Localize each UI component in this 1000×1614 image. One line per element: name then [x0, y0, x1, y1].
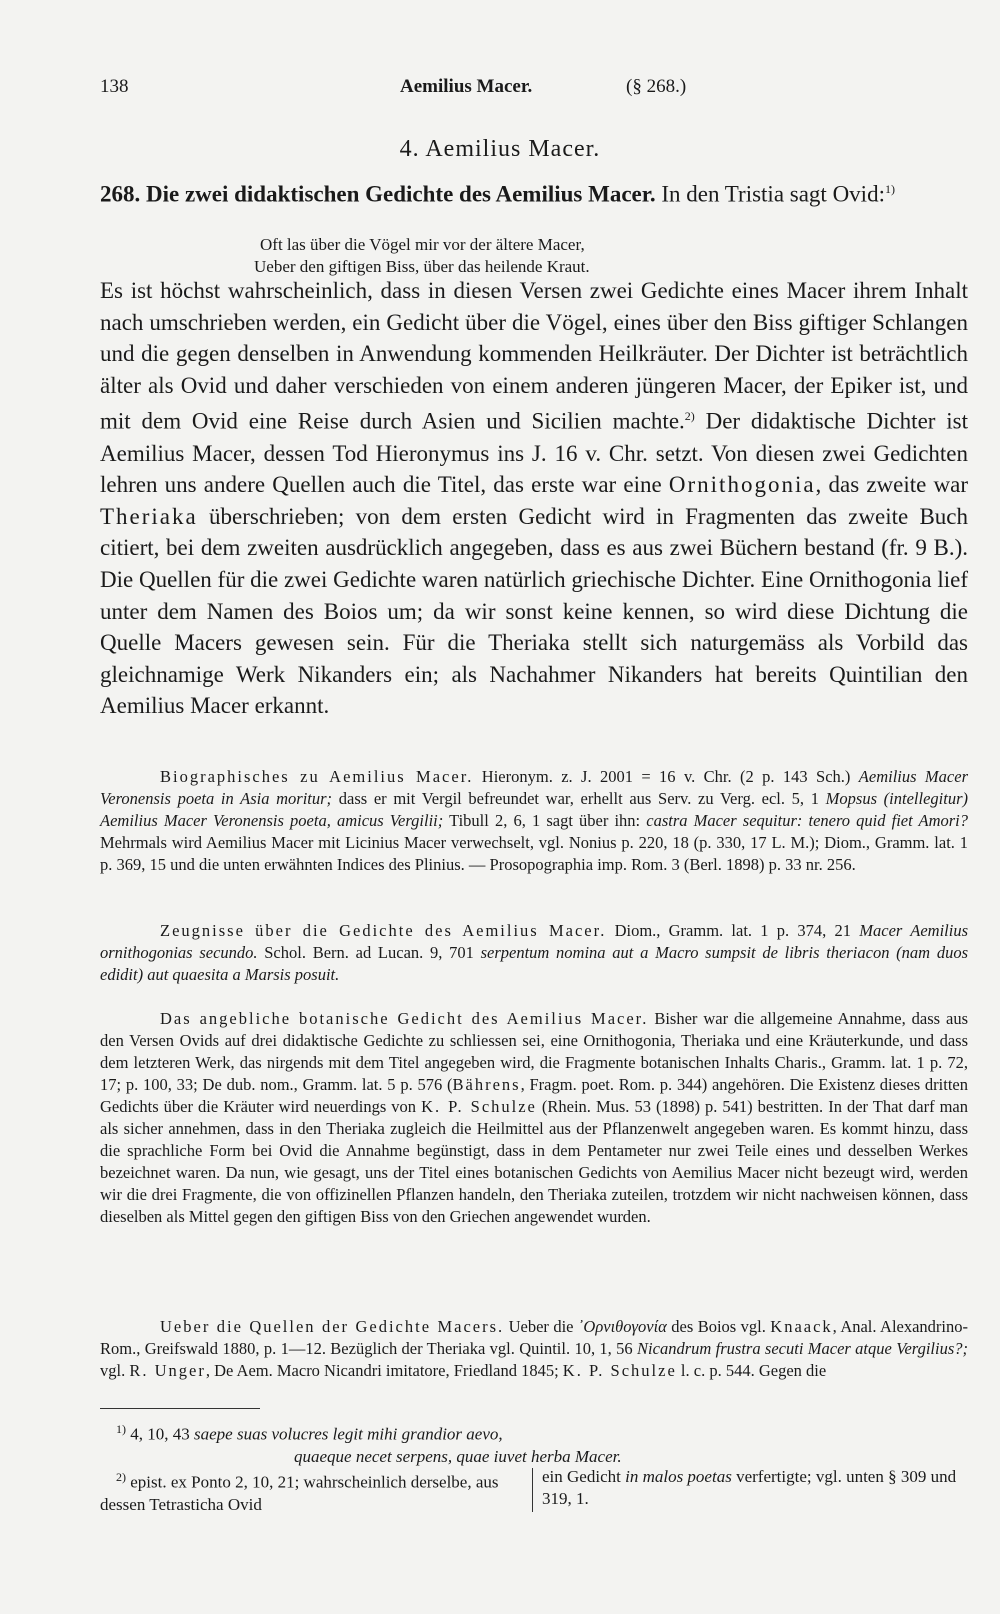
latin-quote: Aemilius Macer Veronensis poeta in Asia moritur; [100, 767, 968, 808]
running-section: (§ 268.) [626, 76, 687, 97]
paragraph-heading: 268. Die zwei didaktischen Gedichte des Aemilius Macer. [100, 181, 656, 207]
footnote-ref-1: 1) [884, 182, 895, 196]
footnote-text: verfertigte; vgl. unten § 309 und 319, 1. [542, 1467, 957, 1508]
note-text: l. c. p. 544. Gegen die [676, 1361, 827, 1380]
author-name: K. P. Schulze [421, 1097, 537, 1116]
note-lead: Das angebliche botanische Gedicht des Aemilius Macer. [160, 1009, 649, 1028]
main-text [100, 275, 968, 722]
note-text: , Anal. Alexandrino-Rom., Greifswald 1880, p. 1—12. Bezüglich der Theriaka vgl. Quintil. 10, 1, 56 [100, 1317, 969, 1358]
note-text: Hieronym. z. J. 2001 = 16 v. Chr. (2 p. 143 Sch.) [473, 767, 859, 786]
term-ornithogonia: Ornithogonia [668, 472, 816, 498]
note-lead: Ueber die Quellen der Gedichte Macers. [160, 1317, 505, 1336]
paragraph-268-intro [100, 174, 968, 210]
note-text: Diom., Gramm. lat. 1 p. 374, 21 [606, 921, 860, 940]
note-text: , De Aem. Macro Nicandri imitatore, Friedland 1845; [205, 1361, 563, 1380]
note-zeugnisse [100, 920, 968, 986]
footnote-verse-line-2: quaeque necet serpens, quae iuvet herba Macer. [294, 1446, 622, 1466]
note-lead: Zeugnisse über die Gedichte des Aemilius Macer. [160, 921, 607, 940]
note-lead: Biographisches zu Aemilius Macer. [160, 767, 474, 786]
note-text: Ueber die [504, 1317, 578, 1336]
main-text-part-3: , das zweite war [815, 472, 969, 498]
note-quellen [100, 1316, 968, 1382]
footnote-text: epist. ex Ponto 2, 10, 21; wahrscheinlich derselbe, aus dessen Tetrasticha Ovid [100, 1472, 499, 1514]
running-title: Aemilius Macer. [400, 76, 533, 97]
latin-quote: Mopsus (intellegitur) Aemilius Macer Veronensis poeta, amicus Vergilii; [100, 789, 968, 830]
section-title: 4. Aemilius Macer. [399, 136, 601, 162]
footnote-2-left-column [100, 1466, 520, 1516]
verse-line-1: Oft las über die Vögel mir vor der ältere Macer, [260, 235, 585, 254]
footnote-mark: 1) [116, 1422, 126, 1436]
footnote-1 [116, 1418, 916, 1468]
footnote-text: ein Gedicht [542, 1467, 626, 1486]
note-text: des Boios vgl. [666, 1317, 771, 1336]
note-text: vgl. [100, 1361, 130, 1380]
latin-quote: serpentum nomina aut a Macro sumpsit de libris theriacon (nam duos edidit) aut quaesita a Marsis posuit. [100, 943, 968, 984]
latin-quote: Nicandrum frustra secuti Macer atque Vergilius?; [637, 1339, 968, 1358]
footnote-mark: 2) [116, 1470, 126, 1484]
author-name: Bährens [452, 1075, 521, 1094]
intro-text: In den Tristia sagt Ovid: [655, 181, 885, 207]
note-text: Tibull 2, 6, 1 sagt über ihn: [443, 811, 647, 830]
note-text: Bisher war die allgemeine Annahme, dass aus den Versen Ovids auf drei didaktische Gedichte zu schliessen sei, eine Ornithogonia, Theriaka und eine Kräuterkunde, und dass dem letzteren Werk, das nirgends mit dem Titel angegeben wird, die Fragmente botanischen Inhalts Charis., Gramm. lat. 1 p. 72, 17; p. 100, 33; De dub. nom., Gramm. lat. 5 p. 576 ( [100, 1009, 968, 1094]
main-text-part-4: überschrieben; von dem ersten Gedicht wird in Fragmenten das zweite Buch citiert, bei dem zweiten ausdrücklich angegeben, dass es aus zwei Büchern bestand (fr. 9 B.). Die Quellen für die zwei Gedichte waren natürlich griechische Dichter. Eine Ornithogonia lief unter dem Namen des Boios um; da wir sonst keine kennen, so wird diese Dichtung die Quelle Macers gewesen sein. Für die Theriaka stellt sich naturgemäss als Vorbild das gleichnamige Werk Nikanders ein; als Nachahmer Nikanders hat bereits Quintilian den Aemilius Macer erkannt. [100, 503, 968, 719]
column-divider [532, 1468, 533, 1512]
latin-title: in malos poetas [625, 1467, 732, 1486]
main-text-part-1: Es ist höchst wahrscheinlich, dass in diesen Versen zwei Gedichte eines Macer ihrem Inhalt nach umschrieben werden, ein Gedicht über die Vögel, eines über den Biss giftiger Schlangen und die gegen denselben in Anwendung kommenden Heilkräuter. Der Dichter ist beträchtlich älter als Ovid und daher verschieden von einem anderen jüngeren Macer, der Epiker ist, und mit dem Ovid eine Reise durch Asien und Sicilien machte. [100, 278, 968, 435]
greek-title: ᾿Ορνιθογονία [577, 1317, 667, 1336]
note-text: Mehrmals wird Aemilius Macer mit Licinius Macer verwechselt, vgl. Nonius p. 220, 18 (p. 330, 17 L. M.); Diom., Gramm. lat. 1 p. 369, 15 und die unten erwähnten Indices des Plinius. — Prosopographia imp. Rom. 3 (Berl. 1898) p. 33 nr. 256. [100, 833, 968, 874]
footnote-ref-text: 4, 10, 43 [126, 1424, 194, 1444]
note-text: Schol. Bern. ad Lucan. 9, 701 [257, 943, 481, 962]
verse-line-2: Ueber den giftigen Biss, über das heilende Kraut. [254, 257, 590, 276]
page-number: 138 [100, 76, 129, 97]
author-name: Knaack [770, 1317, 833, 1336]
latin-quote: Macer Aemilius ornithogonias secundo. [100, 921, 968, 962]
author-name: K. P. Schulze [562, 1361, 677, 1380]
main-text-part-2: Der didaktische Dichter ist Aemilius Macer, dessen Tod Hieronymus ins J. 16 v. Chr. setzt. Von diesen zwei Gedichten lehren uns andere Quellen auch die Titel, das erste war eine [100, 409, 969, 498]
author-name: R. Unger [129, 1361, 206, 1380]
latin-quote: castra Macer sequitur: tenero quid fiet Amori? [646, 811, 968, 830]
note-botanisches [100, 1008, 968, 1228]
note-text: (Rhein. Mus. 53 (1898) p. 541) bestritten. In der That darf man als sicher annehmen, dass in den Theriaka zugleich die Heilmittel aus der Pflanzenwelt angegeben waren. Es kommt hinzu, dass die sprachliche Form bei Ovid die Annahme begünstigt, dass in dem Pentameter nur zwei Teile eines und desselben Werkes bezeichnet waren. Da nun, wie gesagt, uns der Titel eines botanischen Gedichts von Aemilius Macer nicht bezeugt wird, werden wir die drei Fragmente, die von offizinellen Pflanzen handeln, den Theriaka zuteilen, trotzdem wir nicht nachweisen können, dass dieselben als Mittel gegen den giftigen Biss von den Griechen angewendet wurden. [100, 1097, 969, 1226]
ovid-quote [254, 234, 860, 278]
note-biographisches [100, 766, 968, 876]
note-text: , Fragm. poet. Rom. p. 344) angehören. Die Existenz dieses dritten Gedichts über die Kräuter wird neuerdings von [100, 1075, 968, 1116]
footnote-verse-line-1: saepe suas volucres legit mihi grandior aevo, [194, 1424, 503, 1444]
footnote-rule [100, 1408, 260, 1409]
footnote-2-right-column [542, 1466, 972, 1510]
term-theriaka: Theriaka [100, 503, 198, 529]
note-text: dass er mit Vergil befreundet war, erhellt aus Serv. zu Verg. ecl. 5, 1 [332, 789, 826, 808]
footnote-ref-2: 2) [684, 409, 695, 424]
